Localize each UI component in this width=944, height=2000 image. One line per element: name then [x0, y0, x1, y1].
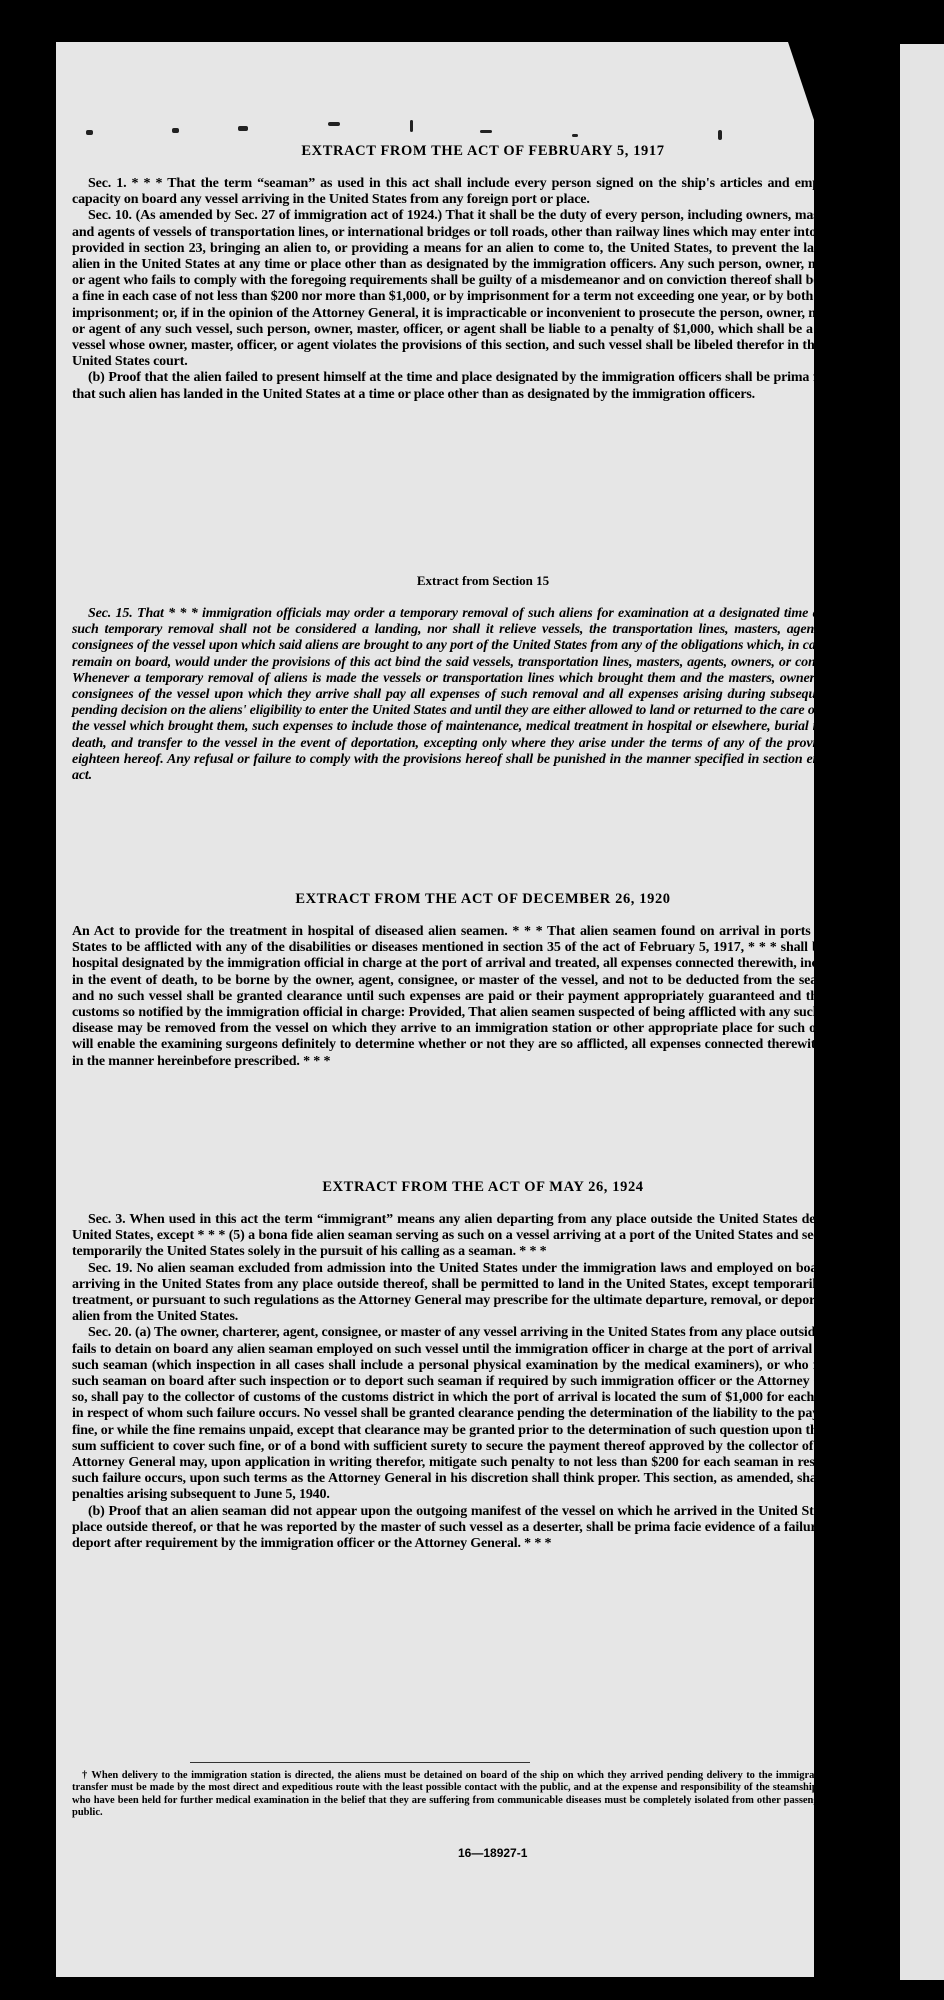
- form-code: 16—18927-1: [458, 1846, 528, 1860]
- paragraph-sec-19: Sec. 19. No alien seaman excluded from admission into the United States under the immigration laws and employed on board any vessel arriving in the United States from any place outside thereof, shall be permitted to land in the United States, except temporarily for medical treatment, or pursuant to such regulations as the Attorney General may prescribe for the ultimate departure, removal, or deportation of such alien from the United States.: [72, 1260, 894, 1325]
- section-act-1924: [72, 1178, 894, 1552]
- section-act-1920: [72, 890, 894, 1070]
- paragraph-sec-15: Sec. 15. That * * * immigration officials may order a temporary removal of such aliens for examination at a designated time and place, but such temporary removal shall not be considered a landing, nor shall it relieve vessels, the transportation lines, masters, agents, owners, or consignees of the vessel upon which said aliens are brought to any port of the United States from any of the obligations which, in case such aliens remain on board, would under the provisions of this act bind the said vessels, transportation lines, masters, agents, owners, or consignees: * * * Whenever a temporary removal of aliens is made the vessels or transportation lines which brought them and the masters, owners, agents, and consignees of the vessel upon which they arrive shall pay all expenses of such removal and all expenses arising during subsequent detention, pending decision on the aliens' eligibility to enter the United States and until they are either allowed to land or returned to the care of the line or to the vessel which brought them, such expenses to include those of maintenance, medical treatment in hospital or elsewhere, burial in the event of death, and transfer to the vessel in the event of deportation, excepting only where they arise under the terms of any of the provisos of section eighteen hereof. Any refusal or failure to comply with the provisions hereof shall be punished in the manner specified in section eighteen of this act.: [72, 606, 894, 784]
- paragraph-sec-20-a: Sec. 20. (a) The owner, charterer, agent, consignee, or master of any vessel arriving in the United States from any place outside thereof who fails to detain on board any alien seaman employed on such vessel until the immigration officer in charge at the port of arrival has inspected such seaman (which inspection in all cases shall include a personal physical examination by the medical examiners), or who fails to detain such seaman on board after such inspection or to deport such seaman if required by such immigration officer or the Attorney General to do so, shall pay to the collector of customs of the customs district in which the port of arrival is located the sum of $1,000 for each alien seaman in respect of whom such failure occurs. No vessel shall be granted clearance pending the determination of the liability to the payment of such fine, or while the fine remains unpaid, except that clearance may be granted prior to the determination of such question upon the deposit of a sum sufficient to cover such fine, or of a bond with sufficient surety to secure the payment thereof approved by the collector of customs. The Attorney General may, upon application in writing therefor, mitigate such penalty to not less than $200 for each seaman in respect of whom such failure occurs, upon such terms as the Attorney General in his discretion shall think proper. This section, as amended, shall apply to all penalties arising subsequent to June 5, 1940.: [72, 1325, 894, 1503]
- paragraph-sec-10: Sec. 10. (As amended by Sec. 27 of immigration act of 1924.) That it shall be the duty of every person, including owners, masters, officers, and agents of vessels of transportation lines, or international bridges or toll roads, other than railway lines which may enter into a contract as provided in section 23, bringing an alien to, or providing a means for an alien to come to, the United States, to prevent the landing of such alien in the United States at any time or place other than as designated by the immigration officers. Any such person, owner, master, officer, or agent who fails to comply with the foregoing requirements shall be guilty of a misdemeanor and on conviction thereof shall be punished by a fine in each case of not less than $200 nor more than $1,000, or by imprisonment for a term not exceeding one year, or by both such fine and imprisonment; or, if in the opinion of the Attorney General, it is impracticable or inconvenient to prosecute the person, owner, master, officer, or agent of any such vessel, such person, owner, master, officer, or agent shall be liable to a penalty of $1,000, which shall be a lien upon the vessel whose owner, master, officer, or agent violates the provisions of this section, and such vessel shall be libeled therefor in the appropriate United States court.: [72, 208, 894, 370]
- heading-act-1917: EXTRACT FROM THE ACT OF FEBRUARY 5, 1917: [301, 143, 665, 159]
- ink-marks: [56, 82, 814, 142]
- footnote-text: † When delivery to the immigration station is directed, the aliens must be detained on board of the ship on which they arrived pending delivery to the immigration station. Such transfer must be made by the most direct and expeditious route with the least possible contact with the public, and at the expense and responsibility of the steamship company. Aliens who have been held for further medical examination in the belief that they are suffering from communicable diseases must be completely isolated from other passengers and from the public.: [72, 1770, 894, 1819]
- footnote-rule: [190, 1762, 530, 1763]
- section-extract-15: [72, 572, 894, 784]
- paragraph-sec-3: Sec. 3. When used in this act the term “immigrant” means any alien departing from any place outside the United States destined for the United States, except * * * (5) a bona fide alien seaman serving as such on a vessel arriving at a port of the United States and seeking to enter temporarily the United States solely in the pursuit of his calling as a seaman. * * *: [72, 1212, 894, 1260]
- heading-act-1920: EXTRACT FROM THE ACT OF DECEMBER 26, 1920: [295, 891, 671, 907]
- heading-section-15: Extract from Section 15: [416, 573, 550, 588]
- paragraph-sec-10-b: (b) Proof that the alien failed to present himself at the time and place designated by the immigration officers shall be prima facie evidence that such alien has landed in the United States at a time or place other than as designated by the immigration officers.: [72, 370, 894, 402]
- paragraph-sec-20-b: (b) Proof that an alien seaman did not appear upon the outgoing manifest of the vessel on which he arrived in the United States from any place outside thereof, or that he was reported by the master of such vessel as a deserter, shall be prima facie evidence of a failure to detain or deport after requirement by the immigration officer or the Attorney General. * * *: [72, 1503, 894, 1552]
- section-act-1917: [72, 142, 894, 403]
- heading-act-1924: EXTRACT FROM THE ACT OF MAY 26, 1924: [322, 1179, 644, 1195]
- paragraph-sec-1: Sec. 1. * * * That the term “seaman” as used in this act shall include every person signed on the ship's articles and employed in any capacity on board any vessel arriving in the United States from any foreign port or place.: [72, 176, 894, 208]
- paragraph-act-1920: An Act to provide for the treatment in hospital of diseased alien seamen. * * * That alien seamen found on arrival in ports of the United States to be afflicted with any of the disabilities or diseases mentioned in section 35 of the act of February 5, 1917, * * * shall be placed in a hospital designated by the immigration official in charge at the port of arrival and treated, all expenses connected therewith, including burial in the event of death, to be borne by the owner, agent, consignee, or master of the vessel, and not to be deducted from the seamen's wages, and no such vessel shall be granted clearance until such expenses are paid or their payment appropriately guaranteed and the collector of customs so notified by the immigration official in charge: Provided, That alien seamen suspected of being afflicted with any such disability or disease may be removed from the vessel on which they arrive to an immigration station or other appropriate place for such observation as will enable the examining surgeons definitely to determine whether or not they are so afflicted, all expenses connected therewith to be borne in the manner hereinbefore prescribed. * * *: [72, 924, 894, 1069]
- footnote: [72, 1770, 894, 1820]
- adjacent-page-edge: [900, 44, 944, 1980]
